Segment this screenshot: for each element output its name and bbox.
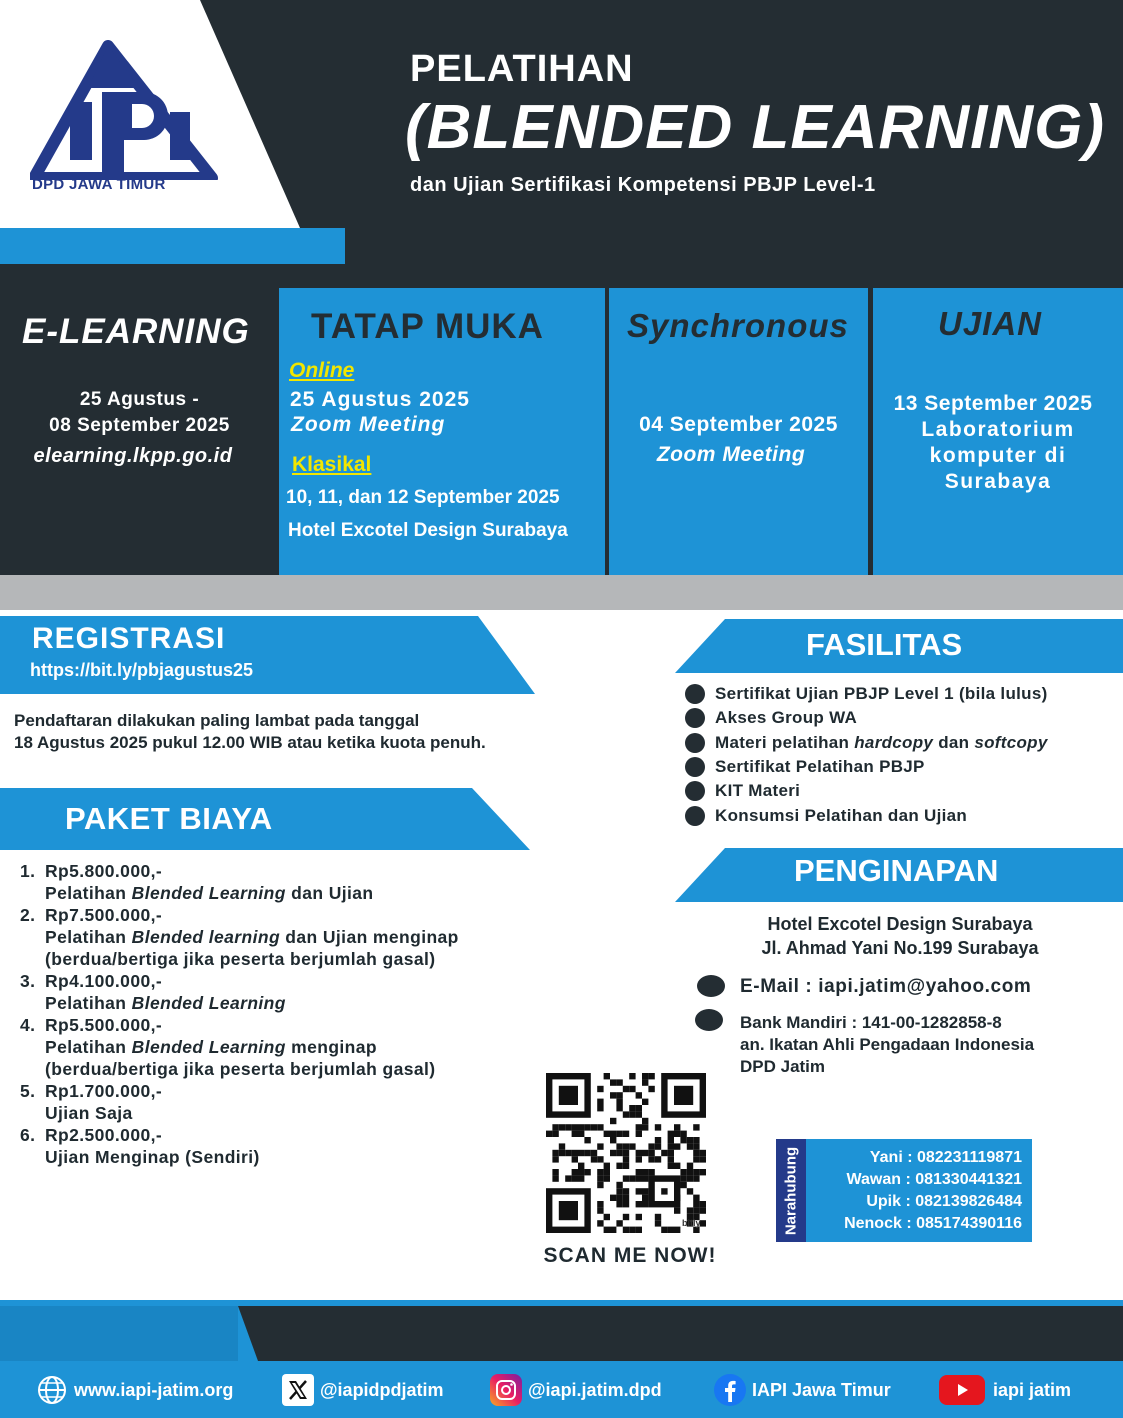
subtitle: dan Ujian Sertifikasi Kompetensi PBJP Level-1 bbox=[410, 174, 876, 196]
qr-code[interactable] bbox=[546, 1073, 706, 1233]
online-date: 25 Agustus 2025 bbox=[290, 388, 470, 411]
registrasi-link[interactable]: https://bit.ly/pbjagustus25 bbox=[30, 660, 254, 680]
contact-item: Upik : 082139826484 bbox=[866, 1193, 1022, 1210]
title-line2: (BLENDED LEARNING) bbox=[405, 93, 1105, 162]
list-item: 6. Rp2.500.000,- Ujian Menginap (Sendiri) bbox=[20, 1125, 260, 1167]
bullet-icon bbox=[685, 757, 705, 777]
synchronous-date: 04 September 2025 bbox=[639, 413, 838, 436]
paket-biaya-title: PAKET BIAYA bbox=[65, 801, 273, 836]
globe-icon bbox=[36, 1374, 68, 1406]
footer-x[interactable]: @iapidpdjatim bbox=[282, 1374, 444, 1406]
bullet-icon bbox=[685, 684, 705, 704]
registrasi-note-line2: 18 Agustus 2025 pukul 12.00 WIB atau ketika kuota penuh. bbox=[14, 733, 486, 752]
qr-caption: SCAN ME NOW! bbox=[543, 1244, 717, 1267]
paket-list bbox=[20, 860, 550, 1168]
list-item: Materi pelatihan hardcopy dan softcopy bbox=[685, 731, 1123, 755]
qr-brand: bitly bbox=[682, 1218, 701, 1228]
list-item: Akses Group WA bbox=[685, 706, 1123, 730]
narahubung-list bbox=[808, 1147, 1022, 1235]
fasilitas-title: FASILITAS bbox=[806, 627, 963, 662]
elearning-date-line1: 25 Agustus - bbox=[79, 389, 200, 410]
hotel-address: Jl. Ahmad Yani No.199 Surabaya bbox=[761, 938, 1039, 958]
narahubung-label: Narahubung bbox=[782, 1146, 800, 1235]
klasikal-place: Hotel Excotel Design Surabaya bbox=[288, 520, 568, 541]
bullet-icon bbox=[685, 806, 705, 826]
registrasi-note-line1: Pendaftaran dilakukan paling lambat pada tanggal bbox=[14, 711, 420, 730]
klasikal-label: Klasikal bbox=[292, 453, 372, 476]
elearning-title: E-LEARNING bbox=[22, 312, 250, 351]
bank-bullet-icon bbox=[695, 1009, 723, 1031]
title-line1: PELATIHAN bbox=[410, 48, 634, 90]
list-item: Konsumsi Pelatihan dan Ujian bbox=[685, 803, 1123, 827]
footer-youtube[interactable]: iapi jatim bbox=[939, 1374, 1071, 1406]
x-icon bbox=[282, 1374, 314, 1406]
narahubung-label-bar bbox=[776, 1139, 806, 1242]
synchronous-title: Synchronous bbox=[627, 307, 849, 344]
logo-caption: DPD JAWA TIMUR bbox=[32, 176, 166, 193]
ujian-title: UJIAN bbox=[938, 305, 1043, 342]
youtube-icon bbox=[939, 1375, 985, 1405]
bullet-icon bbox=[685, 733, 705, 753]
ujian-place-line2: komputer di bbox=[929, 444, 1067, 467]
fasilitas-list bbox=[685, 682, 1123, 828]
footer-accent-dark bbox=[238, 1306, 1123, 1361]
tatap-muka-title: TATAP MUKA bbox=[311, 307, 544, 346]
registrasi-title: REGISTRASI bbox=[32, 622, 226, 655]
contact-item: Wawan : 081330441321 bbox=[846, 1171, 1022, 1188]
bullet-icon bbox=[685, 781, 705, 801]
ujian-place-line3: Surabaya bbox=[944, 470, 1052, 493]
facebook-icon bbox=[714, 1374, 746, 1406]
list-item: 1. Rp5.800.000,- Pelatihan Blended Learning dan Ujian bbox=[20, 861, 374, 903]
list-item: Sertifikat Ujian PBJP Level 1 (bila lulus) bbox=[685, 682, 1123, 706]
bullet-icon bbox=[685, 708, 705, 728]
email-bullet-icon bbox=[697, 975, 725, 997]
list-item: 5. Rp1.700.000,- Ujian Saja bbox=[20, 1081, 163, 1123]
online-label: Online bbox=[289, 359, 355, 382]
footer-website[interactable]: www.iapi-jatim.org bbox=[36, 1374, 233, 1406]
elearning-site: elearning.lkpp.go.id bbox=[33, 445, 233, 467]
list-item: 4. Rp5.500.000,- Pelatihan Blended Learning menginap (berdua/bertiga jika peserta berjumlah gasal) bbox=[20, 1015, 436, 1079]
synchronous-place: Zoom Meeting bbox=[656, 443, 806, 466]
list-item: 2. Rp7.500.000,- Pelatihan Blended learning dan Ujian menginap (berdua/bertiga jika peserta berjumlah gasal) bbox=[20, 905, 459, 969]
hotel-info bbox=[690, 912, 1110, 960]
list-item: KIT Materi bbox=[685, 779, 1123, 803]
footer-facebook[interactable]: IAPI Jawa Timur bbox=[714, 1374, 891, 1406]
contact-item: Yani : 082231119871 bbox=[869, 1149, 1022, 1166]
contact-email[interactable]: E-Mail : iapi.jatim@yahoo.com bbox=[740, 976, 1032, 997]
contact-item: Nenock : 085174390116 bbox=[844, 1215, 1022, 1232]
grey-divider-band bbox=[0, 575, 1123, 610]
elearning-date-line2: 08 September 2025 bbox=[49, 415, 230, 436]
hotel-name: Hotel Excotel Design Surabaya bbox=[767, 914, 1033, 934]
list-item: 3. Rp4.100.000,- Pelatihan Blended Learning bbox=[20, 971, 286, 1013]
ujian-date: 13 September 2025 bbox=[893, 392, 1093, 415]
bank-info: Bank Mandiri : 141-00-1282858-8 an. Ikatan Ahli Pengadaan Indonesia DPD Jatim bbox=[740, 1013, 1035, 1076]
klasikal-date: 10, 11, dan 12 September 2025 bbox=[286, 487, 560, 508]
header-accent-bar bbox=[0, 228, 345, 264]
penginapan-title: PENGINAPAN bbox=[794, 853, 999, 888]
ujian-place-line1: Laboratorium bbox=[921, 418, 1075, 441]
footer-accent-left bbox=[0, 1306, 238, 1361]
instagram-icon bbox=[490, 1374, 522, 1406]
list-item: Sertifikat Pelatihan PBJP bbox=[685, 755, 1123, 779]
footer-instagram[interactable]: @iapi.jatim.dpd bbox=[490, 1374, 662, 1406]
online-place: Zoom Meeting bbox=[291, 413, 446, 436]
